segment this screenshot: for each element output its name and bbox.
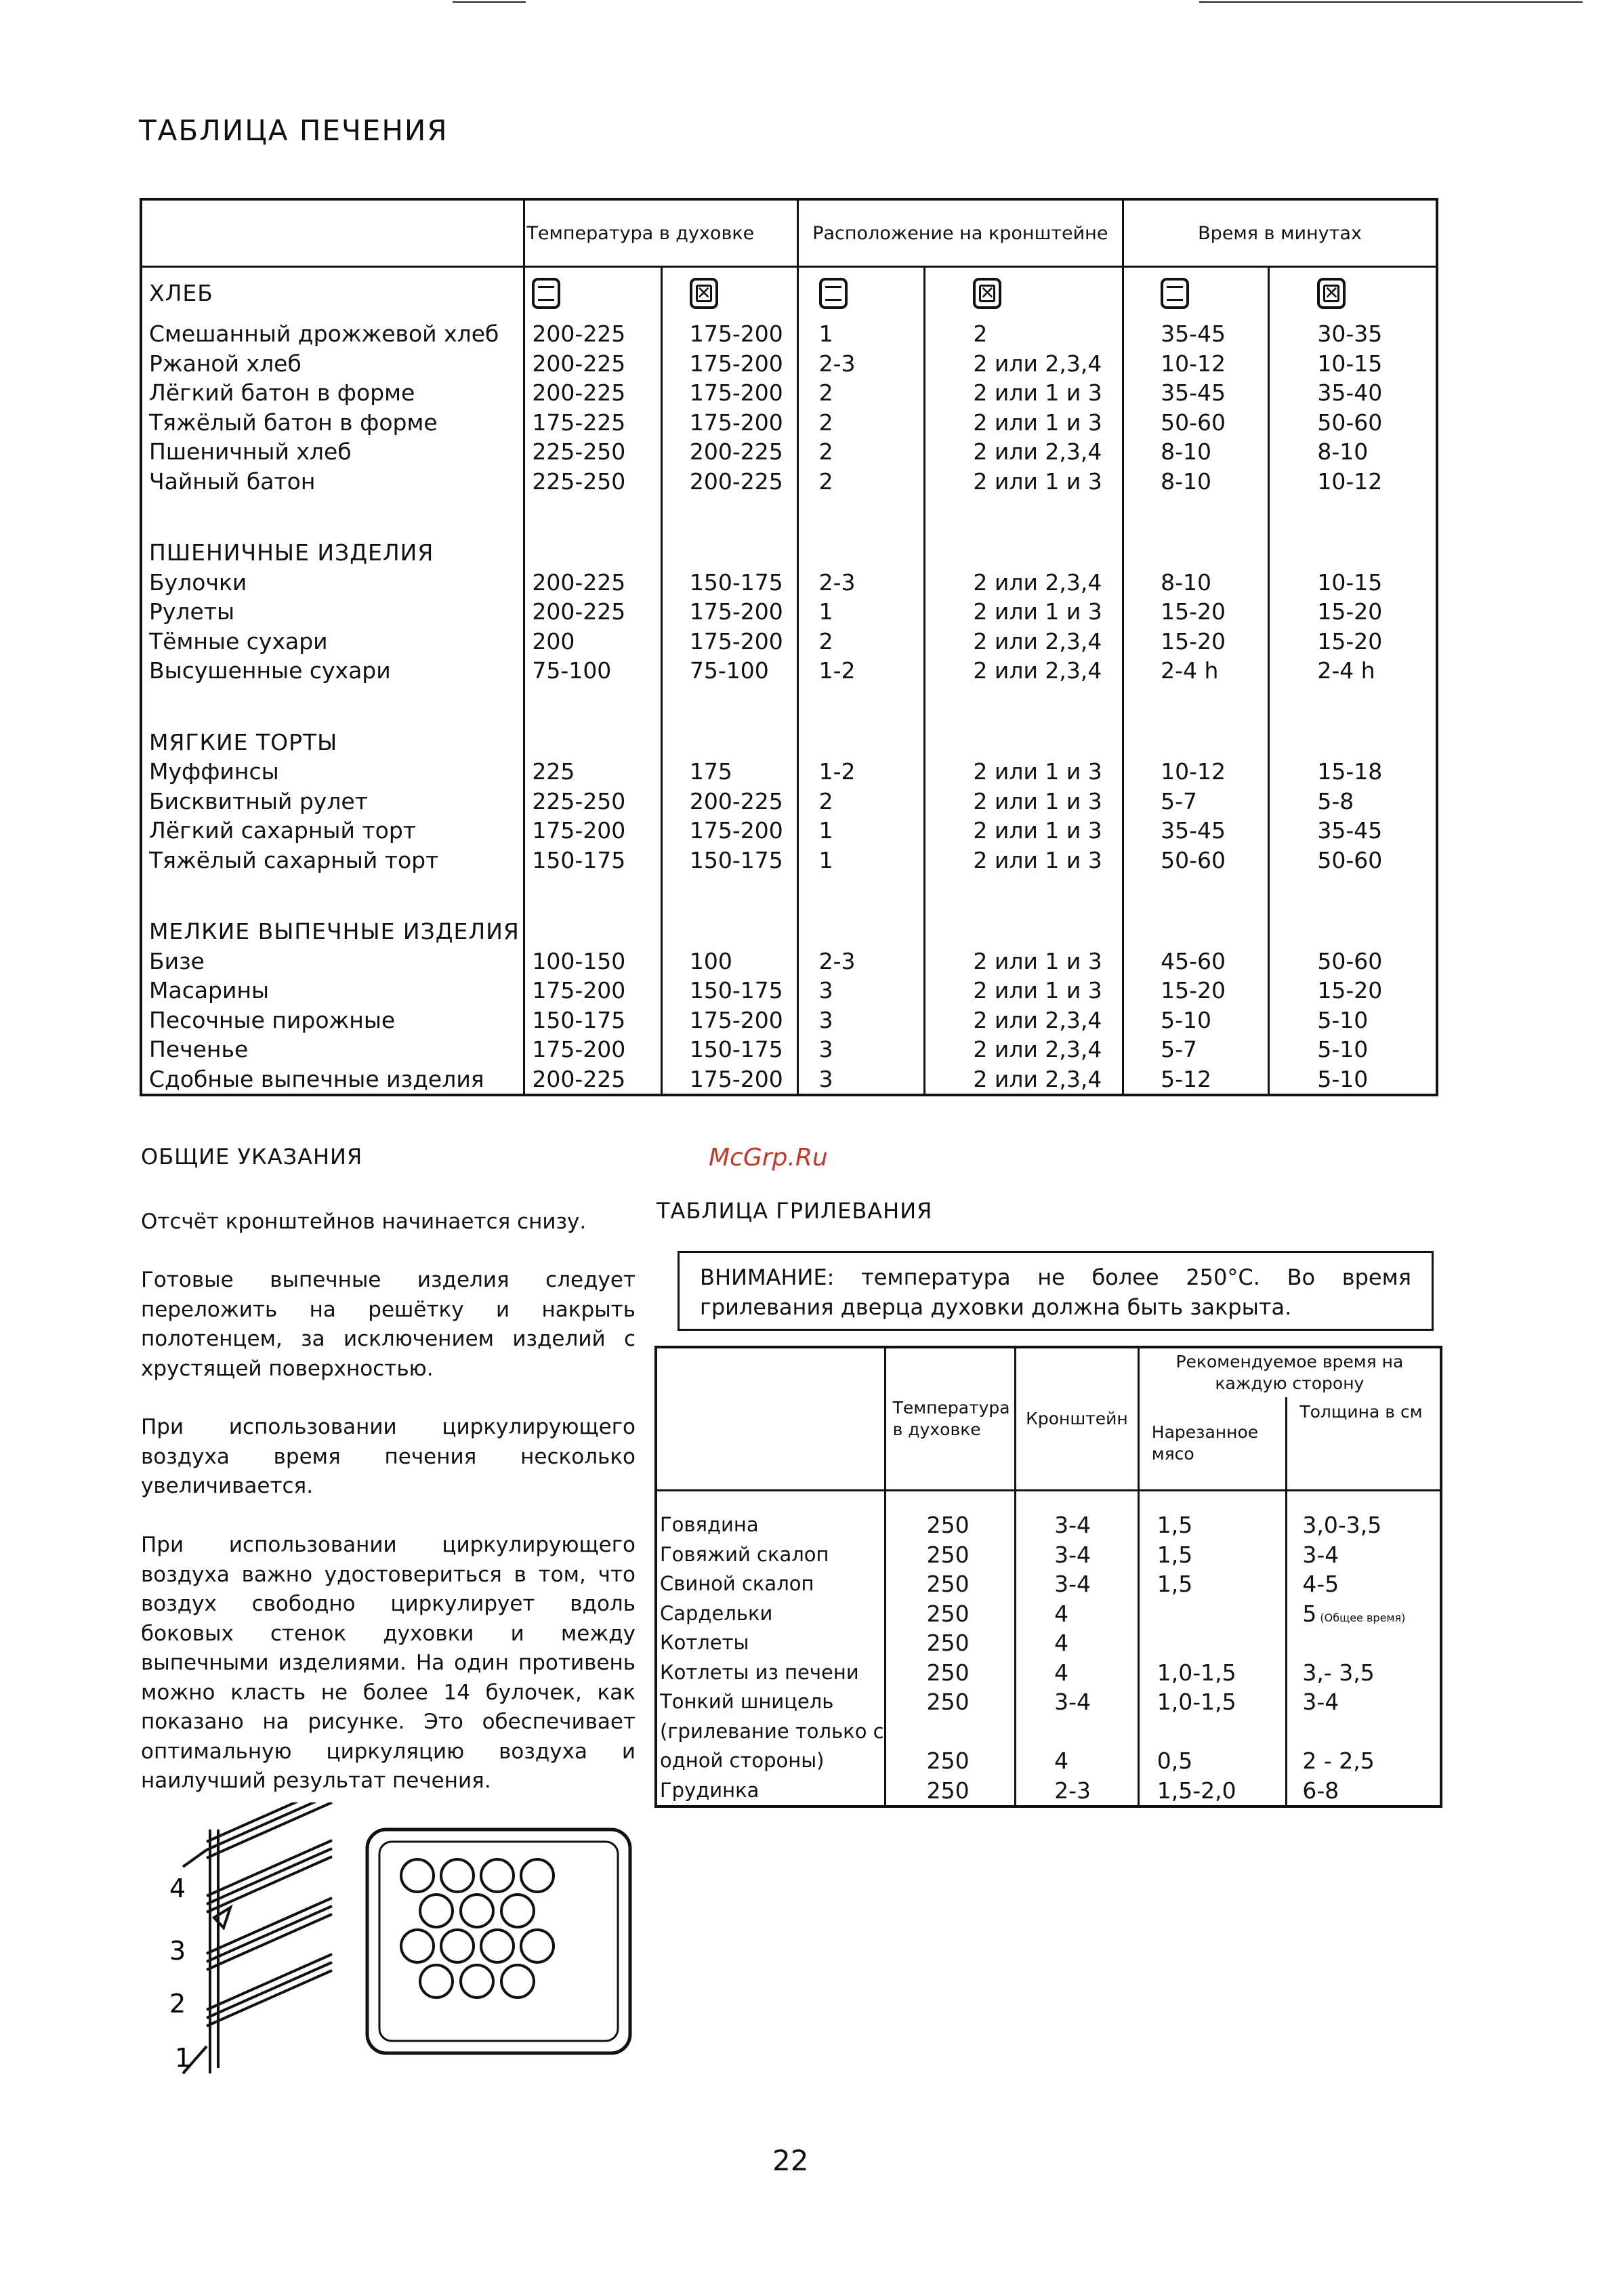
table-cell: 15-20 xyxy=(1161,977,1226,1004)
table-cell: 75-100 xyxy=(689,657,769,684)
spacer xyxy=(690,875,797,917)
icon-cell xyxy=(690,268,797,319)
spacer xyxy=(532,496,660,538)
table-cell: 10-12 xyxy=(1161,350,1226,377)
shelf-label-1: 1 xyxy=(175,2043,192,2073)
section-spacer xyxy=(1317,538,1436,568)
spacer xyxy=(819,686,924,728)
table-cell: 2 xyxy=(818,438,833,465)
column-position-fan xyxy=(973,268,1122,1094)
section-spacer xyxy=(819,728,924,758)
section-spacer xyxy=(1161,538,1268,568)
conventional-oven-icon xyxy=(532,278,560,309)
table-cell: 225-250 xyxy=(532,468,626,495)
header-temperature: Температура в духовке xyxy=(524,199,797,267)
grill-cell: 4-5 xyxy=(1302,1571,1339,1597)
table-cell: 150-175 xyxy=(689,1036,783,1062)
icon-cell xyxy=(1317,268,1436,319)
table-cell: 175-200 xyxy=(689,627,783,655)
grill-cell: 1,0-1,5 xyxy=(1157,1659,1236,1686)
page-number: 22 xyxy=(772,2144,809,2177)
table-cell: 2-3 xyxy=(818,350,856,377)
table-cell: 175-225 xyxy=(532,409,626,436)
grill-cell: 3-4 xyxy=(1054,1541,1091,1568)
section-title: ПШЕНИЧНЫЕ ИЗДЕЛИЯ xyxy=(149,539,434,566)
baking-table xyxy=(140,198,1438,1096)
table-cell: 2 xyxy=(818,787,833,814)
grill-cell: 1,5-2,0 xyxy=(1157,1777,1236,1804)
table-cell: 150-175 xyxy=(532,1006,626,1033)
product-name: Сдобные выпечные изделия xyxy=(149,1065,484,1092)
table-cell: 10-12 xyxy=(1317,468,1383,495)
grill-cell xyxy=(927,1717,1014,1747)
section-spacer xyxy=(1317,728,1436,758)
table-cell: 175-200 xyxy=(532,977,626,1004)
grill-cell: 1,5 xyxy=(1157,1512,1193,1538)
section-spacer xyxy=(973,917,1122,947)
table-cell: 200 xyxy=(532,627,575,655)
table-cell: 5-12 xyxy=(1161,1065,1211,1092)
oven-shelf-figure xyxy=(156,1802,657,2114)
product-name: Бисквитный рулет xyxy=(149,787,368,814)
section-spacer xyxy=(532,917,660,947)
product-name: Булочки xyxy=(149,569,247,596)
grill-cell: 3,- 3,5 xyxy=(1302,1659,1375,1686)
product-name: Высушенные сухари xyxy=(149,657,391,684)
grill-cell: 6-8 xyxy=(1302,1777,1339,1804)
table-cell: 5-10 xyxy=(1317,1065,1369,1092)
shelf-label-4: 4 xyxy=(169,1874,186,1903)
table-cell: 2 или 2,3,4 xyxy=(973,627,1102,655)
grill-cell xyxy=(1157,1628,1286,1658)
table-cell: 2 или 1 и 3 xyxy=(973,817,1102,844)
section-title: ХЛЕБ xyxy=(149,280,213,307)
grill-column-temp xyxy=(927,1510,1014,1805)
grill-cell: 3-4 xyxy=(1302,1689,1339,1715)
table-cell: 2 или 1 и 3 xyxy=(973,598,1102,625)
grill-item-name: Говяжий скалоп xyxy=(660,1542,829,1566)
product-name: Лёгкий сахарный торт xyxy=(149,817,416,844)
grill-warning: ВНИМАНИЕ: температура не более 250°С. Во время грилевания дверца духовки должна быть закрыта. xyxy=(678,1251,1434,1331)
table-cell: 225-250 xyxy=(532,787,626,814)
spacer xyxy=(1161,686,1268,728)
header-empty xyxy=(141,199,524,267)
table-cell: 35-45 xyxy=(1317,817,1383,844)
grill-column-name xyxy=(660,1510,884,1805)
grill-item-name: Котлеты из печени xyxy=(660,1660,859,1684)
table-cell: 200-225 xyxy=(532,321,626,347)
table-cell: 15-20 xyxy=(1161,598,1226,625)
grill-cell: 4 xyxy=(1054,1659,1069,1686)
section-title: МЕЛКИЕ ВЫПЕЧНЫЕ ИЗДЕЛИЯ xyxy=(149,918,520,945)
table-cell: 8-10 xyxy=(1161,438,1211,465)
section-spacer xyxy=(1161,728,1268,758)
table-cell: 2 xyxy=(818,627,833,655)
section-spacer xyxy=(532,728,660,758)
grill-cell xyxy=(1157,1717,1286,1747)
table-cell: 1 xyxy=(818,598,833,625)
grill-item-name: Грудинка xyxy=(660,1778,759,1802)
table-cell: 2 xyxy=(818,468,833,495)
grill-cell: 250 xyxy=(926,1748,970,1774)
table-cell: 1 xyxy=(818,846,833,873)
section-spacer xyxy=(819,538,924,568)
grill-cell: 4 xyxy=(1054,1748,1069,1774)
table-cell: 45-60 xyxy=(1161,947,1226,974)
table-cell: 2 или 2,3,4 xyxy=(973,1065,1102,1092)
table-cell: 2 или 2,3,4 xyxy=(973,350,1102,377)
table-cell: 2-3 xyxy=(818,569,856,596)
table-cell: 175-200 xyxy=(689,321,783,347)
spacer xyxy=(973,875,1122,917)
table-cell: 200-225 xyxy=(689,468,783,495)
column-product xyxy=(149,268,523,1094)
product-name: Масарины xyxy=(149,977,270,1004)
grill-header-thickness: Толщина в см xyxy=(1287,1397,1441,1491)
grill-header-shelf: Кронштейн xyxy=(1016,1347,1139,1491)
grill-cell: 3-4 xyxy=(1054,1512,1091,1538)
buns xyxy=(401,1859,554,1998)
grill-cell: 250 xyxy=(926,1541,970,1568)
table-cell: 3 xyxy=(818,1065,833,1092)
section-spacer xyxy=(690,917,797,947)
table-cell: 35-40 xyxy=(1317,379,1383,406)
table-cell: 35-45 xyxy=(1161,379,1226,406)
grill-cell: 250 xyxy=(926,1571,970,1597)
spacer xyxy=(1161,875,1268,917)
grill-cell: 3-4 xyxy=(1054,1689,1091,1715)
conventional-oven-icon xyxy=(819,278,848,309)
section-spacer xyxy=(819,917,924,947)
table-cell: 175-200 xyxy=(532,817,626,844)
table-cell: 200-225 xyxy=(532,379,626,406)
table-cell: 50-60 xyxy=(1317,846,1383,873)
section-spacer xyxy=(1317,917,1436,947)
product-name: Чайный батон xyxy=(149,468,316,495)
grill-header-recommended: Рекомендуемое время на каждую сторону xyxy=(1138,1347,1441,1397)
table-cell: 50-60 xyxy=(1317,947,1383,974)
table-cell: 2-4 h xyxy=(1161,657,1219,684)
table-cell: 5-8 xyxy=(1317,787,1354,814)
grill-cell: 250 xyxy=(926,1659,970,1686)
product-name: Рулеты xyxy=(149,598,235,625)
table-cell: 200-225 xyxy=(532,598,626,625)
table-cell: 175 xyxy=(689,758,732,785)
spacer xyxy=(532,875,660,917)
product-name: Тяжёлый сахарный торт xyxy=(149,846,439,873)
table-cell: 150-175 xyxy=(532,846,626,873)
shelf-rails xyxy=(183,1802,332,2073)
product-name: Бизе xyxy=(149,947,205,974)
table-cell: 2 или 1 и 3 xyxy=(973,409,1102,436)
section-spacer xyxy=(973,728,1122,758)
table-cell: 5-7 xyxy=(1161,787,1197,814)
fan-oven-icon xyxy=(690,278,718,309)
table-cell: 175-200 xyxy=(689,1006,783,1033)
column-time-fan xyxy=(1317,268,1436,1094)
table-cell: 100-150 xyxy=(532,947,626,974)
product-name: Смешанный дрожжевой хлеб xyxy=(149,321,499,347)
table-cell: 175-200 xyxy=(689,350,783,377)
grill-item-name: Тонкий шницель xyxy=(660,1690,834,1713)
table-cell: 2 или 1 и 3 xyxy=(973,846,1102,873)
table-cell: 15-20 xyxy=(1161,627,1226,655)
fan-oven-icon xyxy=(1317,278,1346,309)
spacer xyxy=(149,496,523,538)
baking-tray xyxy=(367,1830,630,2053)
table-cell: 2 или 2,3,4 xyxy=(973,569,1102,596)
grill-column-sliced xyxy=(1157,1510,1286,1805)
table-cell: 15-18 xyxy=(1317,758,1383,785)
fan-oven-icon xyxy=(973,278,1001,309)
column-temp-conventional xyxy=(532,268,660,1094)
table-cell: 2 или 1 и 3 xyxy=(973,977,1102,1004)
section-spacer xyxy=(690,728,797,758)
table-cell: 5-10 xyxy=(1317,1006,1369,1033)
table-cell: 150-175 xyxy=(689,569,783,596)
table-cell: 2 или 2,3,4 xyxy=(973,438,1102,465)
product-name: Ржаной хлеб xyxy=(149,350,301,377)
grill-cell: 250 xyxy=(926,1600,970,1627)
product-name: Тяжёлый батон в форме xyxy=(149,409,438,436)
table-cell: 8-10 xyxy=(1161,569,1211,596)
grill-item-name: Котлеты xyxy=(660,1631,749,1654)
table-cell: 200-225 xyxy=(532,350,626,377)
table-cell: 100 xyxy=(689,947,732,974)
table-cell: 8-10 xyxy=(1317,438,1369,465)
table-cell: 2 или 2,3,4 xyxy=(973,1006,1102,1033)
table-cell: 5-10 xyxy=(1161,1006,1211,1033)
grill-cell xyxy=(1302,1599,1440,1629)
grill-cell xyxy=(1157,1599,1286,1629)
table-cell: 3 xyxy=(818,1036,833,1062)
table-cell: 2 или 1 и 3 xyxy=(973,787,1102,814)
table-cell: 50-60 xyxy=(1161,409,1226,436)
grill-cell: 3,0-3,5 xyxy=(1302,1512,1382,1538)
grill-cell: 4 xyxy=(1054,1600,1069,1627)
grill-title: ТАБЛИЦА ГРИЛЕВАНИЯ xyxy=(657,1198,933,1224)
grill-table xyxy=(654,1346,1442,1808)
table-cell: 1-2 xyxy=(818,758,856,785)
table-cell: 200-225 xyxy=(532,569,626,596)
product-name: Муффинсы xyxy=(149,758,279,785)
table-cell: 10-12 xyxy=(1161,758,1226,785)
table-cell: 50-60 xyxy=(1161,846,1226,873)
table-cell: 8-10 xyxy=(1161,468,1211,495)
table-cell: 3 xyxy=(818,1006,833,1033)
conventional-oven-icon xyxy=(1161,278,1189,309)
icon-cell xyxy=(1161,268,1268,319)
grill-cell: 250 xyxy=(926,1512,970,1538)
grill-item-name: Свиной скалоп xyxy=(660,1572,814,1595)
table-cell: 2 или 1 и 3 xyxy=(973,379,1102,406)
table-cell: 5-10 xyxy=(1317,1036,1369,1062)
grill-cell: 2 - 2,5 xyxy=(1302,1748,1375,1774)
general-p2: Готовые выпечные изделия следует переложить на решётку и накрыть полотенцем, за исключением изделий с хрустящей поверхностью. xyxy=(141,1268,636,1381)
section-spacer xyxy=(973,538,1122,568)
table-cell: 2 xyxy=(818,409,833,436)
grill-item-name: Говядина xyxy=(660,1513,759,1536)
section-spacer xyxy=(532,538,660,568)
shelf-label-2: 2 xyxy=(169,1989,186,2019)
spacer xyxy=(1161,496,1268,538)
table-cell: 30-35 xyxy=(1317,321,1383,347)
icon-cell xyxy=(819,268,924,319)
table-cell: 175-200 xyxy=(689,817,783,844)
table-cell: 2 xyxy=(973,321,988,347)
grill-cell: 1,5 xyxy=(1157,1571,1193,1597)
table-cell: 225-250 xyxy=(532,438,626,465)
grill-header-temp: Температура в духовке xyxy=(885,1347,1015,1491)
column-temp-fan xyxy=(690,268,797,1094)
table-cell: 2 или 1 и 3 xyxy=(973,947,1102,974)
section-spacer xyxy=(1161,917,1268,947)
icon-cell xyxy=(973,268,1122,319)
table-cell: 2 или 2,3,4 xyxy=(973,657,1102,684)
grill-item-name: (грилевание только с xyxy=(660,1719,884,1743)
table-cell: 2-4 h xyxy=(1317,657,1375,684)
section-spacer xyxy=(690,538,797,568)
spacer xyxy=(973,686,1122,728)
product-name: Печенье xyxy=(149,1036,249,1062)
grill-cell: 0,5 xyxy=(1157,1748,1193,1774)
table-cell: 2-3 xyxy=(818,947,856,974)
table-cell: 175-200 xyxy=(689,598,783,625)
general-p4: При использовании циркулирующего воздуха важно удостовериться в том, что воздух свободно циркулирует вдоль боковых стенок духовки и между выпечными изделиями. На один противень можно класть не более 14 булочек, как показано на рисунке. Это обеспечивает оптимальную циркуляцию воздуха и наилучший результат печения. xyxy=(141,1533,636,1793)
spacer xyxy=(532,686,660,728)
table-cell: 2 xyxy=(818,379,833,406)
table-cell: 1 xyxy=(818,817,833,844)
table-cell: 15-20 xyxy=(1317,598,1383,625)
spacer xyxy=(690,686,797,728)
table-cell: 175-200 xyxy=(689,379,783,406)
table-cell: 175-200 xyxy=(532,1036,626,1062)
grill-cell xyxy=(1302,1628,1440,1658)
product-name: Песочные пирожные xyxy=(149,1006,396,1033)
grill-column-shelf xyxy=(1054,1510,1138,1805)
grill-column-thickness xyxy=(1302,1510,1440,1805)
spacer xyxy=(819,875,924,917)
spacer xyxy=(149,875,523,917)
grill-cell: 3-4 xyxy=(1054,1571,1091,1597)
spacer xyxy=(1317,496,1436,538)
table-cell: 150-175 xyxy=(689,977,783,1004)
table-cell: 5-7 xyxy=(1161,1036,1197,1062)
spacer xyxy=(690,496,797,538)
header-position: Расположение на кронштейне xyxy=(797,199,1123,267)
spacer xyxy=(973,496,1122,538)
section-title: МЯГКИЕ ТОРТЫ xyxy=(149,728,338,756)
table-cell: 175-200 xyxy=(689,409,783,436)
spacer xyxy=(819,496,924,538)
grill-item-name: Сардельки xyxy=(660,1601,773,1625)
thickness-note: (Общее время) xyxy=(1316,1611,1406,1624)
table-cell: 50-60 xyxy=(1317,409,1383,436)
spacer xyxy=(1317,875,1436,917)
table-cell: 150-175 xyxy=(689,846,783,873)
general-p3: При использовании циркулирующего воздуха время печения несколько увеличивается. xyxy=(141,1415,636,1498)
page-title: ТАБЛИЦА ПЕЧЕНИЯ xyxy=(139,114,449,147)
table-cell: 15-20 xyxy=(1317,977,1383,1004)
grill-cell xyxy=(1054,1717,1138,1747)
grill-cell: 250 xyxy=(926,1689,970,1715)
table-cell: 75-100 xyxy=(532,657,612,684)
spacer xyxy=(149,686,523,728)
grill-cell: 3-4 xyxy=(1302,1541,1339,1568)
shelf-label-3: 3 xyxy=(169,1936,186,1966)
column-position-conventional xyxy=(819,268,924,1094)
grill-header-sliced: Нарезанное мясо xyxy=(1138,1397,1287,1491)
table-cell: 3 xyxy=(818,977,833,1004)
table-cell: 35-45 xyxy=(1161,321,1226,347)
table-cell: 175-200 xyxy=(689,1065,783,1092)
table-cell: 2 или 2,3,4 xyxy=(973,1036,1102,1062)
product-name: Пшеничный хлеб xyxy=(149,438,352,465)
general-heading: ОБЩИЕ УКАЗАНИЯ xyxy=(141,1144,363,1170)
table-cell: 1-2 xyxy=(818,657,856,684)
grill-cell: 250 xyxy=(926,1777,970,1804)
product-name: Лёгкий батон в форме xyxy=(149,379,415,406)
product-name: Тёмные сухари xyxy=(149,627,328,655)
spacer xyxy=(1317,686,1436,728)
table-cell: 200-225 xyxy=(689,438,783,465)
table-cell: 15-20 xyxy=(1317,627,1383,655)
table-cell: 225 xyxy=(532,758,575,785)
table-cell: 2 или 1 и 3 xyxy=(973,468,1102,495)
grill-header-empty xyxy=(656,1347,885,1491)
grill-cell xyxy=(1302,1717,1440,1747)
table-cell: 35-45 xyxy=(1161,817,1226,844)
grill-item-name: одной стороны) xyxy=(660,1749,825,1772)
grill-cell: 250 xyxy=(926,1630,970,1656)
grill-cell: 1,5 xyxy=(1157,1541,1193,1568)
column-time-conventional xyxy=(1161,268,1268,1094)
grill-cell: 1,0-1,5 xyxy=(1157,1689,1236,1715)
header-time: Время в минутах xyxy=(1123,199,1437,267)
table-cell: 10-15 xyxy=(1317,569,1383,596)
table-cell: 1 xyxy=(818,321,833,347)
general-p1: Отсчёт кронштейнов начинается снизу. xyxy=(141,1210,587,1234)
icon-cell xyxy=(532,268,660,319)
watermark: McGrp.Ru xyxy=(709,1144,828,1172)
grill-cell: 2-3 xyxy=(1054,1777,1091,1804)
table-cell: 200-225 xyxy=(689,787,783,814)
table-cell: 200-225 xyxy=(532,1065,626,1092)
table-cell: 10-15 xyxy=(1317,350,1383,377)
grill-cell: 4 xyxy=(1054,1630,1069,1656)
grill-cell-value: 5 xyxy=(1302,1600,1317,1627)
table-cell: 2 или 1 и 3 xyxy=(973,758,1102,785)
